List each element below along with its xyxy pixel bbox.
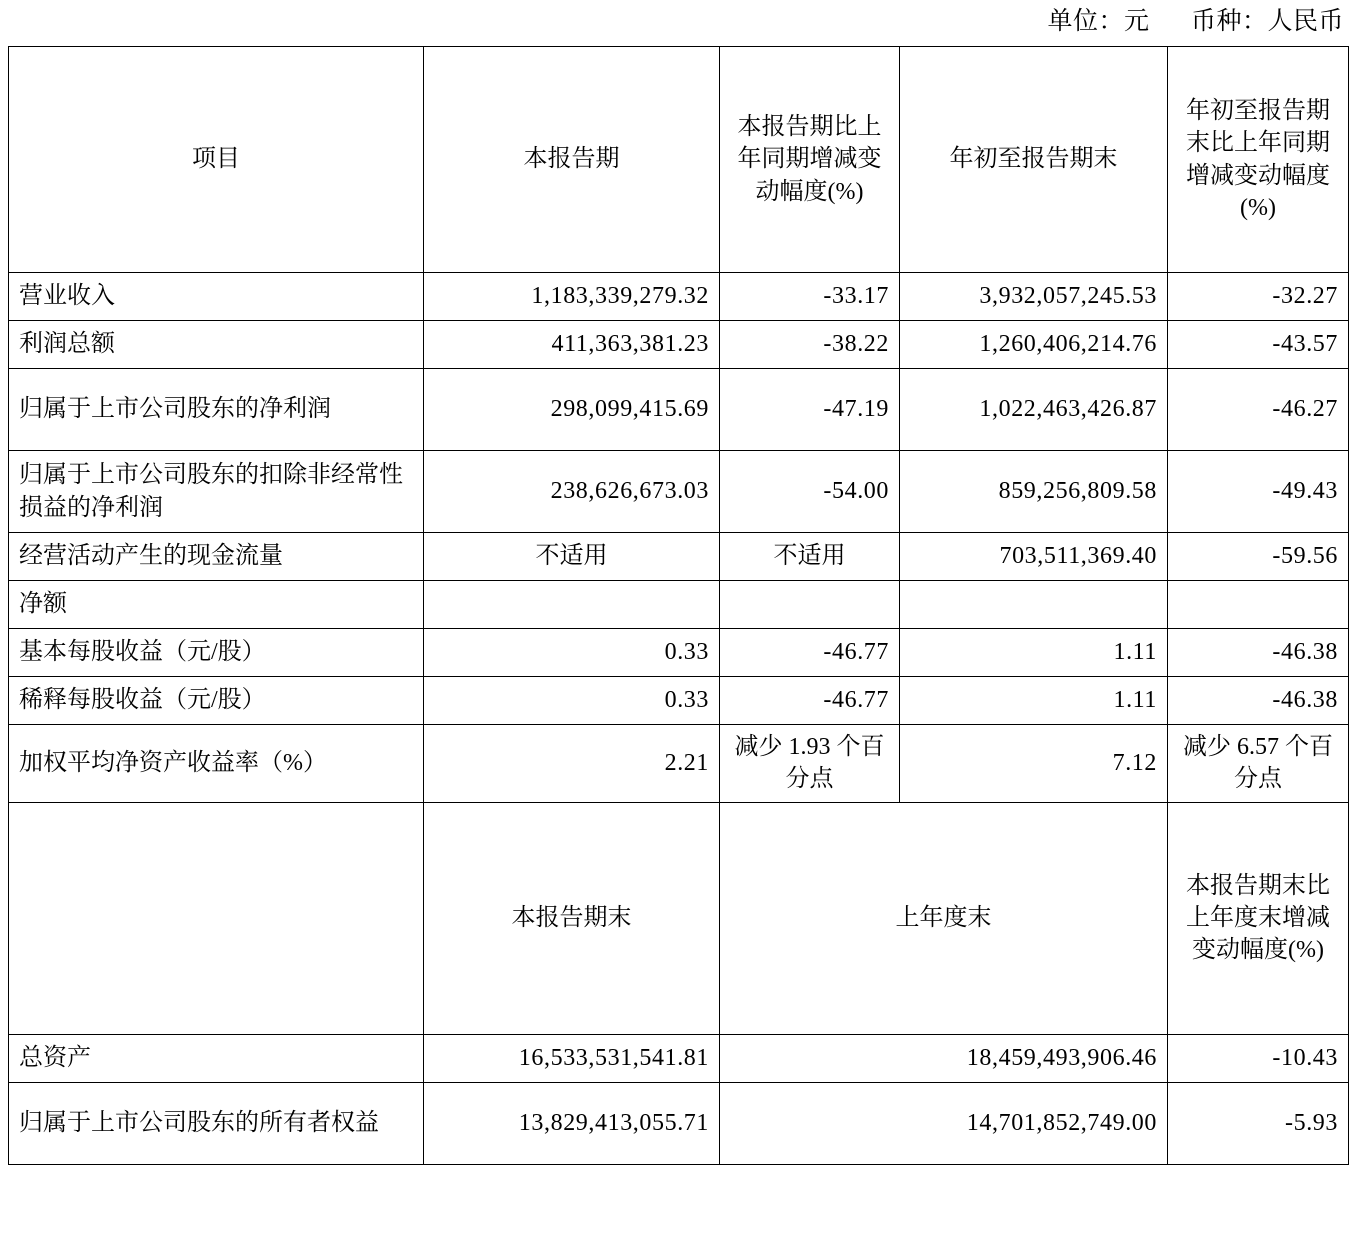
row-ytd: 1.11 [900, 677, 1168, 725]
row-ytd: 1,260,406,214.76 [900, 321, 1168, 369]
table-row [9, 581, 1349, 629]
row-label: 总资产 [9, 1034, 424, 1082]
header-period-change: 本报告期末比上年度末增减变动幅度(%) [1168, 802, 1349, 1034]
row-label: 净额 [9, 581, 424, 629]
row-current: 411,363,381.23 [424, 321, 720, 369]
row-label: 加权平均净资产收益率（%） [9, 725, 424, 803]
row-current: 2.21 [424, 725, 720, 803]
table-row [9, 273, 1349, 321]
row-last-year-end: 18,459,493,906.46 [720, 1034, 1168, 1082]
row-ytd-change: -46.38 [1168, 677, 1349, 725]
row-label: 稀释每股收益（元/股） [9, 677, 424, 725]
header-current-period: 本报告期 [424, 47, 720, 273]
unit-currency-line [8, 0, 1350, 44]
row-ytd: 3,932,057,245.53 [900, 273, 1168, 321]
header-current-change: 本报告期比上年同期增减变动幅度(%) [720, 47, 900, 273]
row-current: 0.33 [424, 629, 720, 677]
row-current [424, 581, 720, 629]
row-label: 基本每股收益（元/股） [9, 629, 424, 677]
row-change: -5.93 [1168, 1082, 1349, 1164]
row-current: 238,626,673.03 [424, 451, 720, 533]
table-row [9, 677, 1349, 725]
row-current: 0.33 [424, 677, 720, 725]
row-label: 营业收入 [9, 273, 424, 321]
row-current-change [720, 581, 900, 629]
row-label: 归属于上市公司股东的净利润 [9, 369, 424, 451]
row-current: 不适用 [424, 533, 720, 581]
currency-label: 币种：人民币 [1190, 8, 1344, 35]
row-current-change: -54.00 [720, 451, 900, 533]
table-row [9, 321, 1349, 369]
row-label: 归属于上市公司股东的扣除非经常性损益的净利润 [9, 451, 424, 533]
table-row [9, 725, 1349, 803]
row-ytd-change [1168, 581, 1349, 629]
table-row [9, 629, 1349, 677]
table-row [9, 533, 1349, 581]
table-row [9, 369, 1349, 451]
quarterly-results-table [8, 46, 1349, 1165]
row-ytd [900, 581, 1168, 629]
row-ytd: 859,256,809.58 [900, 451, 1168, 533]
row-current-change: -38.22 [720, 321, 900, 369]
row-period-end: 16,533,531,541.81 [424, 1034, 720, 1082]
row-ytd-change: -43.57 [1168, 321, 1349, 369]
row-current-change: -33.17 [720, 273, 900, 321]
row-label: 利润总额 [9, 321, 424, 369]
table-row [9, 1034, 1349, 1082]
row-ytd: 7.12 [900, 725, 1168, 803]
header-ytd: 年初至报告期末 [900, 47, 1168, 273]
row-ytd-change: 减少 6.57 个百分点 [1168, 725, 1349, 803]
row-current-change: -46.77 [720, 677, 900, 725]
row-ytd: 1.11 [900, 629, 1168, 677]
unit-label: 单位：元 [1047, 8, 1150, 35]
row-current: 298,099,415.69 [424, 369, 720, 451]
header-ytd-change: 年初至报告期末比上年同期增减变动幅度(%) [1168, 47, 1349, 273]
row-ytd-change: -32.27 [1168, 273, 1349, 321]
row-current-change: -46.77 [720, 629, 900, 677]
row-ytd: 703,511,369.40 [900, 533, 1168, 581]
header-item: 项目 [9, 47, 424, 273]
header-last-year-end: 上年度末 [720, 802, 1168, 1034]
row-ytd-change: -49.43 [1168, 451, 1349, 533]
row-ytd-change: -46.38 [1168, 629, 1349, 677]
table-header-row [9, 47, 1349, 273]
row-period-end: 13,829,413,055.71 [424, 1082, 720, 1164]
row-current-change: 不适用 [720, 533, 900, 581]
row-ytd: 1,022,463,426.87 [900, 369, 1168, 451]
row-label: 归属于上市公司股东的所有者权益 [9, 1082, 424, 1164]
row-current: 1,183,339,279.32 [424, 273, 720, 321]
row-last-year-end: 14,701,852,749.00 [720, 1082, 1168, 1164]
row-current-change: 减少 1.93 个百分点 [720, 725, 900, 803]
row-change: -10.43 [1168, 1034, 1349, 1082]
row-ytd-change: -59.56 [1168, 533, 1349, 581]
header-item-blank [9, 802, 424, 1034]
row-current-change: -47.19 [720, 369, 900, 451]
table-row [9, 1082, 1349, 1164]
table2-header-row [9, 802, 1349, 1034]
header-period-end: 本报告期末 [424, 802, 720, 1034]
table-row [9, 451, 1349, 533]
row-ytd-change: -46.27 [1168, 369, 1349, 451]
row-label: 经营活动产生的现金流量 [9, 533, 424, 581]
